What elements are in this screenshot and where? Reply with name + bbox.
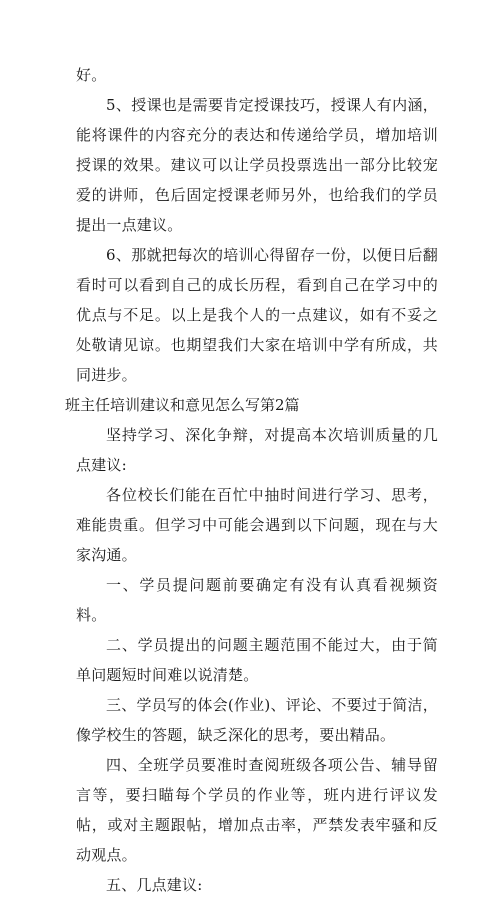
paragraph-point-2: 二、学员提出的问题主题范围不能过大，由于简单问题短时间难以说清楚。 [76, 636, 438, 684]
paragraph-intro: 坚持学习、深化争辩，对提高本次培训质量的几点建议: [76, 426, 438, 474]
paragraph-greeting: 各位校长们能在百忙中抽时间进行学习、思考，难能贵重。但学习中可能会遇到以下问题，现在与大家沟通。 [76, 486, 438, 564]
paragraph-point-5: 五、几点建议: [106, 876, 203, 894]
document-body [65, 60, 438, 900]
paragraph-continuation: 好。 [76, 66, 107, 84]
paragraph-point-3: 三、学员写的体会(作业)、评论、不要过于简洁，像学校生的答题，缺乏深化的思考，要出精品。 [76, 696, 438, 744]
section-title: 班主任培训建议和意见怎么写第2篇 [65, 396, 300, 414]
paragraph-point-4: 四、全班学员要准时查阅班级各项公告、辅导留言等，要扫瞄每个学员的作业等，班内进行评议发帖，或对主题跟帖，增加点击率，严禁发表牢骚和反动观点。 [76, 756, 438, 864]
paragraph-point-1: 一、学员提问题前要确定有没有认真看视频资料。 [76, 576, 438, 624]
paragraph-item-6: 6、那就把每次的培训心得留存一份，以便日后翻看时可以看到自己的成长历程，看到自己在学习中的优点与不足。以上是我个人的一点建议，如有不妥之处敬请见谅。也期望我们大家在培训中学有所成，共同进步。 [76, 246, 438, 384]
paragraph-item-5: 5、授课也是需要肯定授课技巧，授课人有内涵，能将课件的内容充分的表达和传递给学员，增加培训授课的效果。建议可以让学员投票选出一部分比较宠爱的讲师，色后固定授课老师另外，也给我们的学员提出一点建议。 [76, 96, 438, 234]
